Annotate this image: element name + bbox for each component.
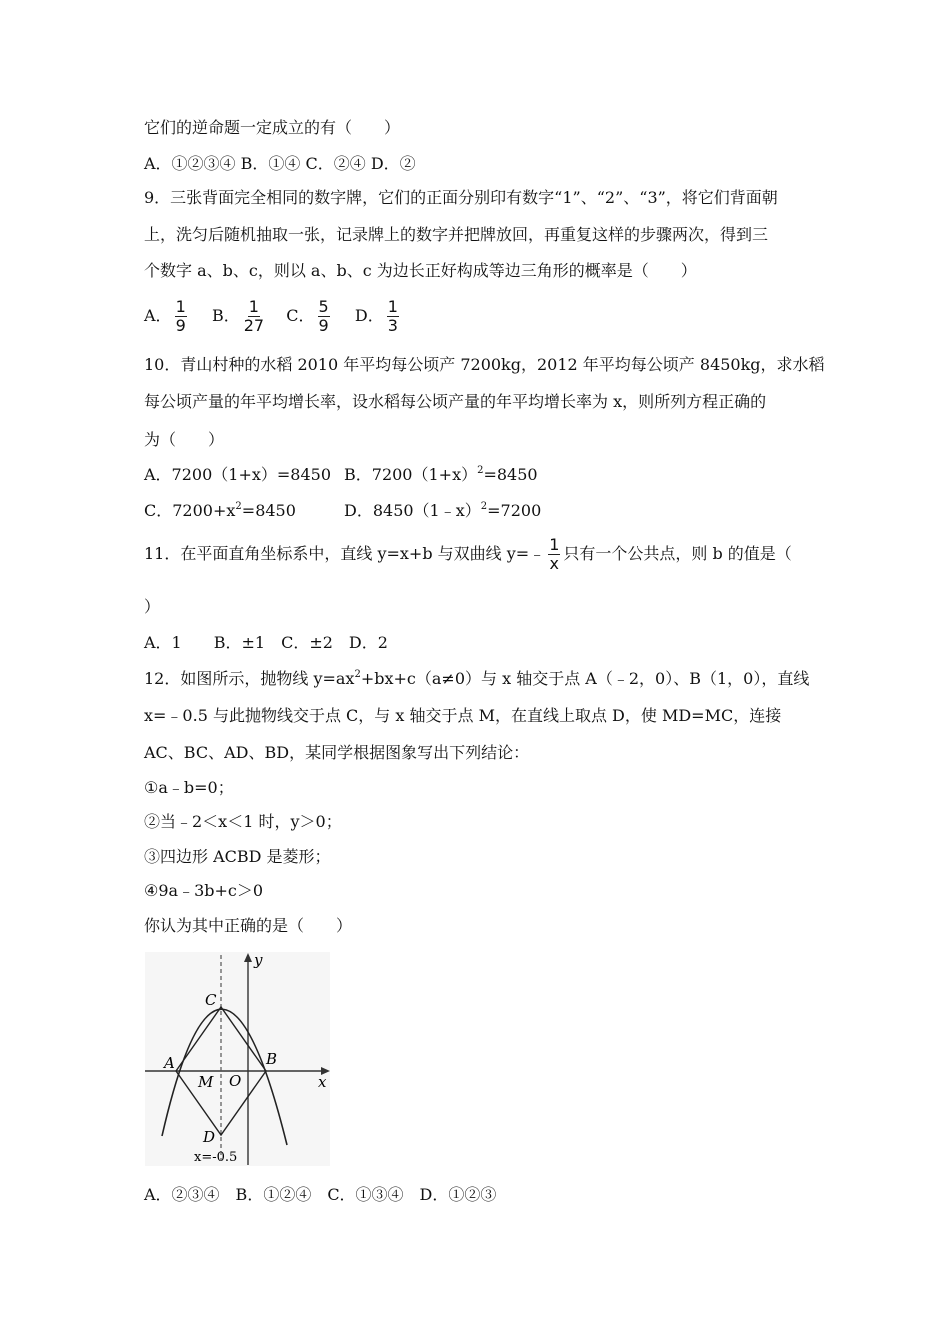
q11-options: A．1 B．±1 C．±2 D．2 <box>144 633 388 652</box>
q12-line3: AC、BC、AD、BD，某同学根据图象写出下列结论： <box>144 743 530 762</box>
q10-option-d: D．8450（1﹣x）$^2$=7200 <box>344 501 542 520</box>
q9-options <box>144 296 402 336</box>
label-y: y <box>254 951 263 969</box>
label-o: O <box>229 1072 242 1090</box>
q12-conclusion-1: ①a﹣b=0； <box>144 778 234 797</box>
q8-tail: 它们的逆命题一定成立的有（ ） <box>144 118 401 137</box>
label-d: D <box>203 1128 216 1146</box>
q11-line1: 11．在平面直角坐标系中，直线 y=x+b 与双曲线 y=﹣ $\frac{1}{x}$ 只有一个公共点，则 b 的值是（ <box>144 535 792 573</box>
q10-options-row2 <box>144 500 541 522</box>
q12-conclusion-3: ③四边形 ACBD 是菱形； <box>144 847 331 866</box>
q11-line2: ） <box>144 597 161 616</box>
q12-options: A．②③④ B．①②④ C．①③④ D．①②③ <box>144 1185 497 1204</box>
q12-conclusion-2: ②当﹣2＜x＜1 时，y＞0； <box>144 812 342 831</box>
q10-option-b: B．$7200(1+x)^2=8450$ <box>344 465 538 484</box>
label-b: B <box>266 1050 278 1068</box>
q12-question: 你认为其中正确的是（ ） <box>144 916 353 935</box>
label-m: M <box>198 1073 214 1091</box>
q9-option-b-label: B． <box>211 306 240 325</box>
label-a: A <box>164 1054 175 1072</box>
q9-option-a-label: A． <box>144 306 172 325</box>
q10-line3: 为（ ） <box>144 430 225 449</box>
q10-line1: 10．青山村种的水稻 2010 年平均每公顷产 7200kg，2012 年平均每公顷产 8450kg，求水稻 <box>144 355 825 374</box>
q10-option-c: C．$7200+x^2=8450$ <box>144 501 296 520</box>
q9-line2: 上，洗匀后随机抽取一张，记录牌上的数字并把牌放回，再重复这样的步骤两次，得到三 <box>144 225 769 244</box>
q10-line2: 每公顷产量的年平均增长率，设水稻每公顷产量的年平均增长率为 x，则所列方程正确的 <box>144 392 767 411</box>
q9-option-d-label: D． <box>354 306 384 325</box>
label-line-x: x=-0.5 <box>194 1150 238 1165</box>
q12-line2: x=﹣0.5 与此抛物线交于点 C，与 x 轴交于点 M，在直线上取点 D，使 MD=MC，连接 <box>144 706 782 725</box>
parabola-figure <box>140 950 335 1170</box>
q9-option-d-fraction: $\frac{1}{3}$ <box>387 297 398 335</box>
q12-line1: 12．如图所示，抛物线 $y=ax^2+bx+c(a\ne 0)$与 x 轴交于点 A（﹣2，0）、B（1，0），直线 <box>144 669 810 688</box>
label-c: C <box>205 991 217 1009</box>
q12-conclusion-4: ④9a﹣3b+c＞0 <box>144 881 264 900</box>
q9-option-c-fraction: $\frac{5}{9}$ <box>318 297 329 335</box>
q9-line3: 个数字 a、b、c，则以 a、b、c 为边长正好构成等边三角形的概率是（ ） <box>144 261 697 280</box>
q9-option-a-fraction: $\frac{1}{9}$ <box>175 297 186 335</box>
q10-options-row1 <box>144 464 538 486</box>
q9-line1: 9．三张背面完全相同的数字牌，它们的正面分别印有数字“1”、“2”、“3”，将它们背面朝 <box>144 188 778 207</box>
q8-options: A．①②③④ B．①④ C．②④ D．② <box>144 154 416 173</box>
q9-option-b-fraction: $\frac{1}{27}$ <box>243 297 265 335</box>
label-x: x <box>318 1073 327 1091</box>
q9-option-c-label: C． <box>286 306 315 325</box>
q11-fraction: $\frac{1}{x}$ <box>549 535 560 573</box>
q10-option-a: A．7200（1+x）=8450 <box>144 465 332 484</box>
